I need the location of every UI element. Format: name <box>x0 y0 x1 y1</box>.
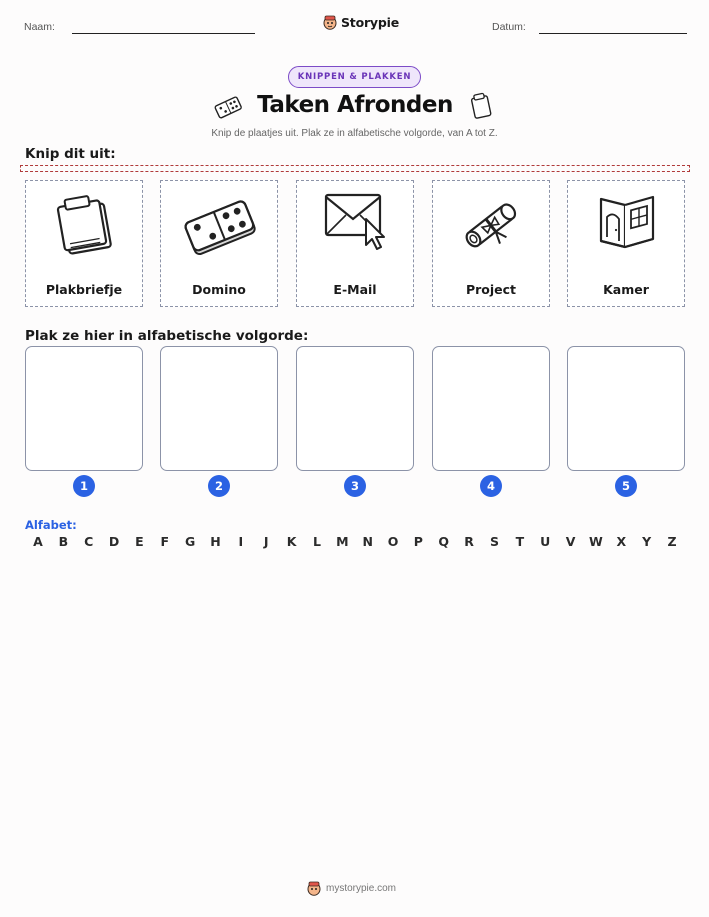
alphabet-letter: F <box>160 534 170 549</box>
date-label: Datum: <box>492 21 526 33</box>
alphabet-letter: D <box>108 534 120 549</box>
card-label: Project <box>465 282 517 297</box>
paste-box-1[interactable] <box>25 346 143 471</box>
card-label: Domino <box>192 282 246 297</box>
sticky-note-icon <box>49 189 119 261</box>
alphabet-letter: N <box>362 534 373 549</box>
cut-card-kamer[interactable] <box>567 180 685 307</box>
scroll-project-icon <box>456 189 526 259</box>
name-label: Naam: <box>24 21 55 33</box>
alphabet-letter: T <box>515 534 525 549</box>
paste-box-3[interactable] <box>296 346 414 471</box>
alphabet-letter: E <box>135 534 144 549</box>
storypie-logo <box>323 14 399 30</box>
alphabet-letter: O <box>387 534 399 549</box>
paste-section-label: Plak ze hier in alfabetische volgorde: <box>25 328 309 344</box>
alphabet-letter: I <box>238 534 244 549</box>
paste-box-4[interactable] <box>432 346 550 471</box>
footer <box>307 880 396 896</box>
cut-card-project[interactable] <box>432 180 550 307</box>
alphabet-letter: H <box>210 534 221 549</box>
alphabet-letter: G <box>185 534 196 549</box>
alphabet-letter: P <box>413 534 423 549</box>
number-badge-5: 5 <box>615 475 637 497</box>
cut-card-domino[interactable] <box>160 180 278 307</box>
card-label: Plakbriefje <box>45 282 123 297</box>
cut-line <box>20 165 690 172</box>
paste-box-5[interactable] <box>567 346 685 471</box>
activity-badge: KNIPPEN & PLAKKEN <box>288 66 421 88</box>
alphabet-letter: A <box>33 534 43 549</box>
alphabet-letter: W <box>589 534 603 549</box>
card-label: E-Mail <box>333 282 377 297</box>
date-line[interactable] <box>539 33 687 34</box>
number-badge-2: 2 <box>208 475 230 497</box>
alphabet-letter: L <box>312 534 321 549</box>
alphabet-letter: B <box>58 534 69 549</box>
alphabet-letter: Z <box>667 534 677 549</box>
number-badge-3: 3 <box>344 475 366 497</box>
alphabet-letter: M <box>336 534 349 549</box>
page-subtitle: Knip de plaatjes uit. Plak ze in alfabetische volgorde, van A tot Z. <box>211 128 498 139</box>
name-line[interactable] <box>72 33 255 34</box>
domino-icon <box>181 189 257 261</box>
alphabet-letter: C <box>84 534 94 549</box>
logo-text: Storypie <box>341 14 399 30</box>
clipboard-title-icon <box>467 91 495 121</box>
number-badge-1: 1 <box>73 475 95 497</box>
page-title: Taken Afronden <box>257 92 453 118</box>
cut-section-label: Knip dit uit: <box>25 146 116 162</box>
alphabet-letter: V <box>565 534 576 549</box>
alphabet-letter: R <box>464 534 474 549</box>
room-icon <box>591 189 661 257</box>
alphabet-letter: S <box>489 534 499 549</box>
alphabet-letter: K <box>286 534 297 549</box>
alphabet-row <box>30 534 680 549</box>
domino-title-icon <box>213 93 243 121</box>
card-label: Kamer <box>603 282 649 297</box>
alphabet-letter: U <box>540 534 551 549</box>
alphabet-title: Alfabet: <box>25 518 77 532</box>
footer-url[interactable]: mystorypie.com <box>326 882 397 894</box>
number-badge-4: 4 <box>480 475 502 497</box>
email-icon <box>320 189 390 253</box>
alphabet-letter: Y <box>642 534 652 549</box>
alphabet-letter: J <box>263 534 269 549</box>
cut-card-plakbriefje[interactable] <box>25 180 143 307</box>
cut-card-email[interactable] <box>296 180 414 307</box>
storypie-mascot-icon <box>307 880 321 896</box>
alphabet-letter: X <box>616 534 627 549</box>
storypie-mascot-icon <box>323 14 337 30</box>
paste-box-2[interactable] <box>160 346 278 471</box>
alphabet-letter: Q <box>438 534 450 549</box>
